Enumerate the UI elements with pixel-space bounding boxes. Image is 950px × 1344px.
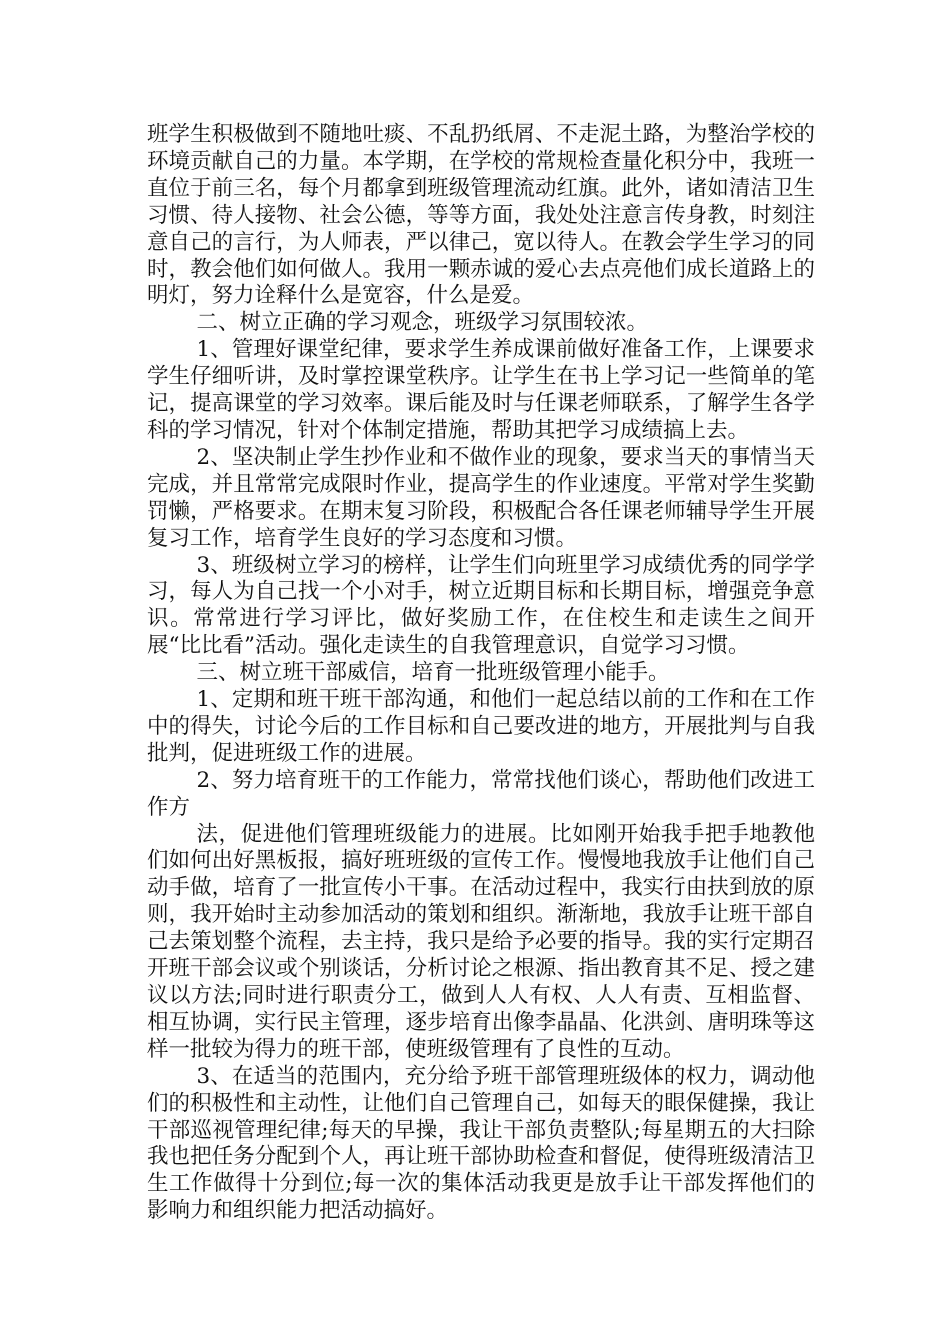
paragraph: 2、努力培育班干的工作能力，常常找他们谈心，帮助他们改进工作方 — [147, 767, 815, 820]
paragraph: 2、坚决制止学生抄作业和不做作业的现象，要求当天的事情当天完成，并且常常完成限时作业，提高学生的作业速度。平常对学生奖勤罚懒，严格要求。在期末复习阶段，积极配合各任课老师辅导学生开展复习工作，培育学生良好的学习态度和习惯。 — [147, 444, 815, 551]
paragraph: 3、在适当的范围内，充分给予班干部管理班级体的权力，调动他们的积极性和主动性，让他们自己管理自己，如每天的眼保健操，我让干部巡视管理纪律;每天的早操，我让干部负责整队;每星期五的大扫除我也把任务分配到个人，再让班干部协助检查和督促，使得班级清洁卫生工作做得十分到位;每一次的集体活动我更是放手让干部发挥他们的影响力和组织能力把活动搞好。 — [147, 1063, 815, 1224]
paragraph: 班学生积极做到不随地吐痰、不乱扔纸屑、不走泥土路，为整治学校的环境贡献自己的力量。本学期，在学校的常规检查量化积分中，我班一直位于前三名，每个月都拿到班级管理流动红旗。此外，诸如清洁卫生习惯、待人接物、社会公德，等等方面，我处处注意言传身教，时刻注意自己的言行，为人师表，严以律己，宽以待人。在教会学生学习的同时，教会他们如何做人。我用一颗赤诚的爱心去点亮他们成长道路上的明灯，努力诠释什么是宽容，什么是爱。 — [147, 122, 815, 309]
paragraph: 1、管理好课堂纪律，要求学生养成课前做好准备工作，上课要求学生仔细听讲，及时掌控课堂秩序。让学生在书上学习记一些简单的笔记，提高课堂的学习效率。课后能及时与任课老师联系，了解学生各学科的学习情况，针对个体制定措施，帮助其把学习成绩搞上去。 — [147, 337, 815, 443]
section-heading: 三、树立班干部威信，培育一批班级管理小能手。 — [196, 660, 670, 686]
paragraph: 1、定期和班干班干部沟通，和他们一起总结以前的工作和在工作中的得失，讨论今后的工作目标和自己要改进的地方，开展批判与自我批判，促进班级工作的进展。 — [147, 687, 815, 766]
document-body — [147, 122, 815, 1225]
paragraph: 法，促进他们管理班级能力的进展。比如刚开始我手把手地教他们如何出好黑板报，搞好班班级的宣传工作。慢慢地我放手让他们自己动手做，培育了一批宣传小干事。在活动过程中，我实行由扶到放的原则，我开始时主动参加活动的策划和组织。渐渐地，我放手让班干部自己去策划整个流程，去主持，我只是给予必要的指导。我的实行定期召开班干部会议或个别谈话，分析讨论之根源、指出教育其不足、授之建议以方法;同时进行职责分工，做到人人有权、人人有责、互相监督、相互协调，实行民主管理，逐步培育出像李晶晶、化洪剑、唐明珠等这样一批较为得力的班干部，使班级管理有了良性的互动。 — [147, 821, 815, 1062]
section-heading: 二、树立正确的学习观念，班级学习氛围较浓。 — [196, 310, 648, 336]
paragraph: 3、班级树立学习的榜样，让学生们向班里学习成绩优秀的同学学习，每人为自己找一个小对手，树立近期目标和长期目标，增强竞争意识。常常进行学习评比，做好奖励工作，在住校生和走读生之间开展“比比看”活动。强化走读生的自我管理意识，自觉学习习惯。 — [147, 552, 815, 659]
